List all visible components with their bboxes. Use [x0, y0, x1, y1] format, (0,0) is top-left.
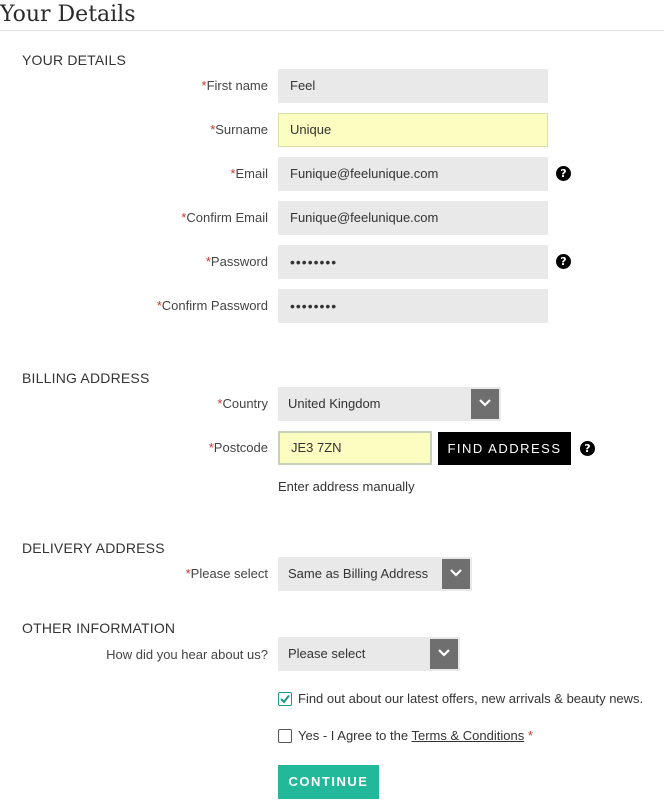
confirm-email-label: *Confirm Email	[181, 210, 268, 225]
confirm-password-input[interactable]: ••••••••	[278, 289, 548, 323]
postcode-label: *Postcode	[208, 440, 268, 455]
chevron-down-icon	[430, 639, 458, 669]
enter-address-manually-link[interactable]: Enter address manually	[278, 479, 415, 494]
required-marker: *	[201, 78, 207, 93]
section-title-your-details: YOUR DETAILS	[22, 52, 127, 68]
country-select[interactable]	[278, 387, 501, 421]
delivery-select-value: Same as Billing Address	[288, 566, 429, 581]
chevron-down-icon	[471, 389, 499, 419]
confirm-email-input[interactable]: Funique@feelunique.com	[278, 201, 548, 235]
hear-about-us-label: How did you hear about us?	[106, 647, 268, 662]
required-marker: *	[185, 566, 191, 581]
country-label: *Country	[217, 396, 268, 411]
hear-about-us-select[interactable]	[278, 637, 460, 671]
required-marker: *	[156, 298, 162, 313]
find-address-button[interactable]: FIND ADDRESS	[438, 432, 571, 465]
offers-checkbox[interactable]	[278, 692, 292, 706]
required-marker: *	[230, 166, 236, 181]
page-title: Your Details	[0, 0, 664, 31]
required-marker: *	[527, 728, 533, 743]
terms-and-conditions-link[interactable]: Terms & Conditions	[411, 728, 525, 743]
hear-about-select-value: Please select	[288, 646, 366, 661]
postcode-help-icon[interactable]: ?	[580, 441, 595, 456]
email-help-icon[interactable]: ?	[556, 166, 571, 181]
required-marker: *	[217, 396, 223, 411]
terms-checkbox[interactable]	[278, 729, 292, 743]
section-title-billing-address: BILLING ADDRESS	[22, 370, 150, 386]
password-input[interactable]: ••••••••	[278, 245, 548, 279]
password-label: *Password	[205, 254, 268, 269]
surname-label: *Surname	[210, 122, 268, 137]
confirm-password-label: *Confirm Password	[156, 298, 268, 313]
offers-checkbox-label[interactable]: Find out about our latest offers, new arrivals & beauty news.	[298, 691, 644, 706]
required-marker: *	[205, 254, 211, 269]
section-title-delivery-address: DELIVERY ADDRESS	[22, 540, 165, 556]
chevron-down-icon	[442, 559, 470, 589]
delivery-select-label: *Please select	[185, 566, 268, 581]
terms-checkbox-label[interactable]: Yes - I Agree to the Terms & Conditions *	[298, 728, 533, 743]
section-title-other-information: OTHER INFORMATION	[22, 620, 176, 636]
delivery-address-select[interactable]	[278, 557, 472, 591]
checkmark-icon	[280, 694, 290, 704]
first-name-label: *First name	[201, 78, 268, 93]
surname-input[interactable]: Unique	[278, 113, 548, 147]
country-select-value: United Kingdom	[288, 396, 381, 411]
email-input[interactable]: Funique@feelunique.com	[278, 157, 548, 191]
required-marker: *	[181, 210, 187, 225]
continue-button[interactable]: CONTINUE	[278, 765, 379, 799]
postcode-input[interactable]: JE3 7ZN	[278, 431, 432, 465]
required-marker: *	[208, 440, 214, 455]
required-marker: *	[210, 122, 216, 137]
password-help-icon[interactable]: ?	[556, 254, 571, 269]
first-name-input[interactable]: Feel	[278, 69, 548, 103]
email-label: *Email	[230, 166, 268, 181]
